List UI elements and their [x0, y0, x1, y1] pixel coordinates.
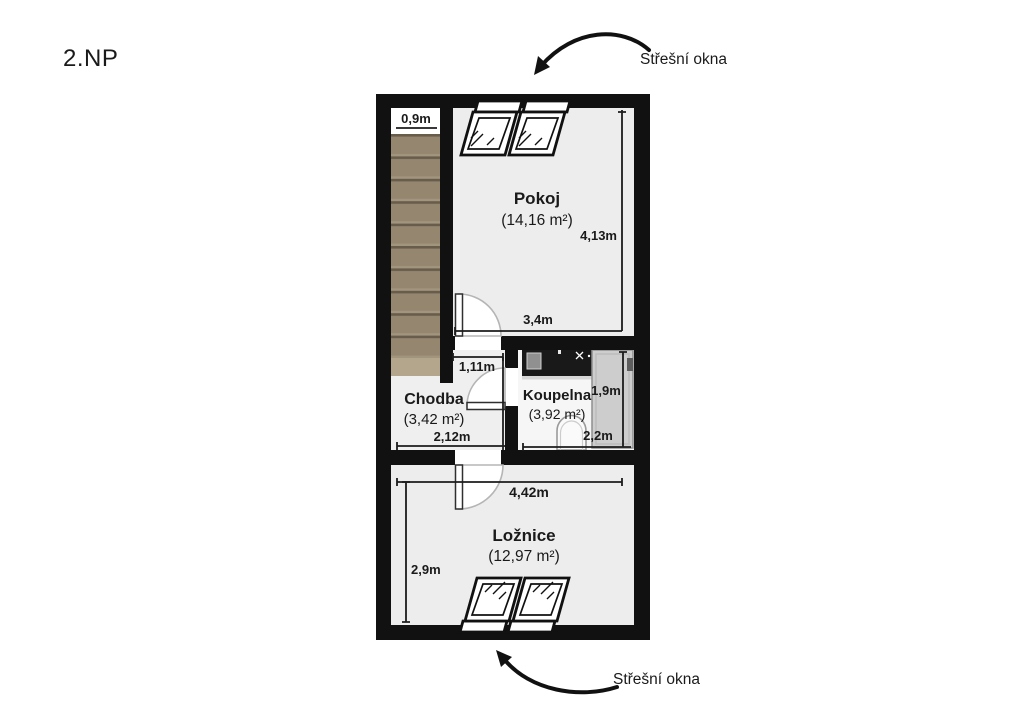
skylights-top [461, 101, 570, 155]
room-area-koupelna: (3,92 m²) [528, 406, 586, 422]
vanity-front-edge [522, 376, 592, 380]
room-label-chodba: Chodba [404, 391, 464, 408]
stairs-landing [391, 358, 440, 376]
dim-label-loznice-depth: 2,9m [411, 562, 441, 577]
dim-label-loznice-width: 4,42m [509, 484, 549, 500]
dim-label-stair-width: 0,9m [401, 111, 431, 126]
stairs-steps [391, 134, 440, 358]
door-pokoj-leaf [456, 294, 463, 336]
room-label-pokoj: Pokoj [513, 189, 561, 208]
roof-windows-note-bottom: Střešní okna [613, 671, 701, 688]
shower-fixture-icon [627, 358, 633, 371]
door-loznice-opening [455, 450, 501, 465]
sink-icon [527, 353, 541, 369]
dim-label-koupelna-width: 2,2m [583, 428, 613, 443]
dim-label-chodba-width: 2,12m [433, 429, 471, 444]
dim-label-pokoj-depth: 4,13m [580, 228, 617, 243]
staircase [391, 108, 440, 376]
room-area-loznice: (12,97 m²) [488, 548, 560, 565]
room-label-loznice: Ložnice [492, 526, 556, 545]
wall-right [634, 94, 650, 640]
wall-chodba-bottom [391, 450, 634, 465]
wall-left [376, 94, 391, 640]
dim-label-koupelna-depth: 1,9m [591, 383, 621, 398]
skylight-bottom-1-flap [460, 621, 507, 632]
skylights-bottom [460, 578, 569, 632]
roof-windows-note-top: Střešní okna [640, 51, 728, 68]
door-koupelna-leaf [467, 403, 505, 410]
floor-title: 2.NP [63, 45, 119, 72]
room-area-pokoj: (14,16 m²) [501, 212, 573, 229]
vanity-accessory-dot [588, 355, 590, 357]
skylight-top-1-flap [475, 101, 522, 112]
dim-label-chodba-door-width: 1,11m [458, 359, 496, 374]
room-label-koupelna: Koupelna [522, 387, 592, 404]
door-koupelna-opening [505, 368, 518, 406]
door-pokoj-opening [455, 336, 501, 350]
skylight-top-2-flap [523, 101, 570, 112]
door-loznice-leaf [456, 465, 463, 509]
dim-label-pokoj-width: 3,4m [523, 312, 553, 327]
room-area-chodba: (3,42 m²) [403, 411, 465, 428]
skylight-bottom-2-flap [508, 621, 555, 632]
